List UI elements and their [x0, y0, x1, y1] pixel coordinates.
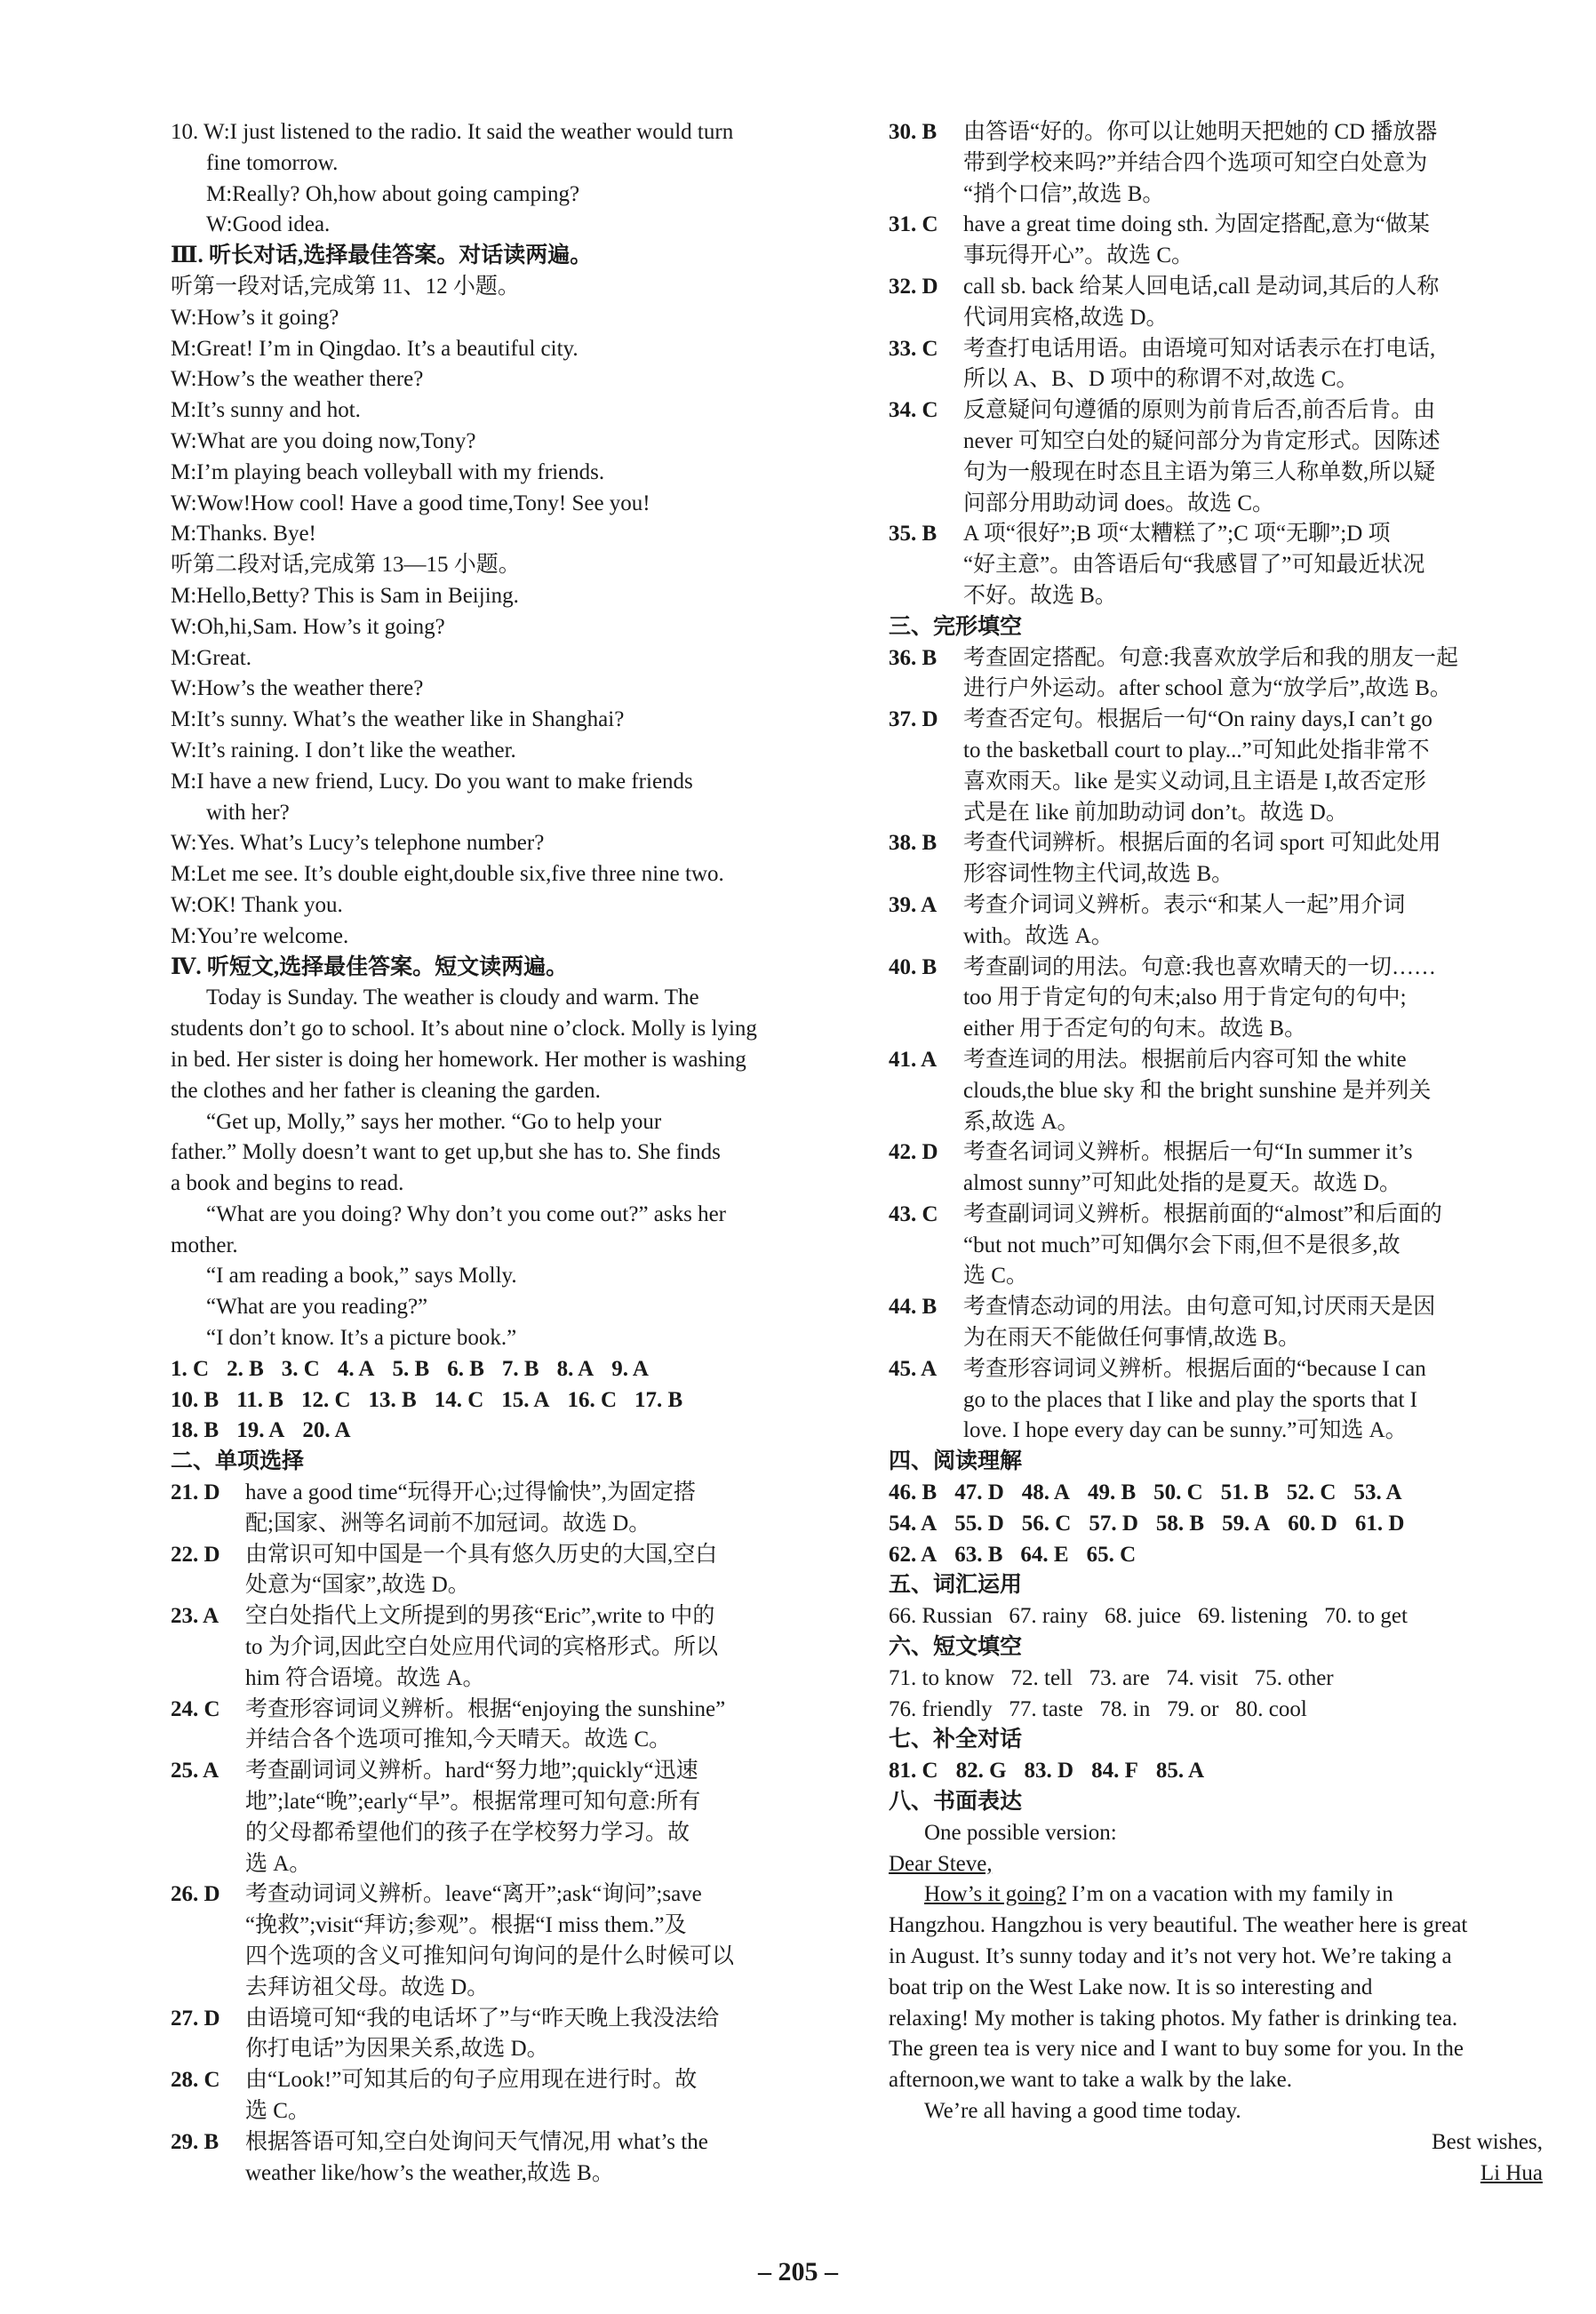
text-line: fine tomorrow.: [206, 150, 339, 175]
dialog-intro: 听第二段对话,完成第 13—15 小题。: [171, 553, 521, 578]
text-line: 带到学校来吗?”并结合四个选项可知空白处意为: [963, 150, 1428, 175]
section-heading: 五、词汇运用: [889, 1573, 1023, 1598]
explanation-text: [963, 519, 1543, 611]
text-line: W:Oh,hi,Sam. How’s it going?: [171, 614, 445, 639]
text-line: 配;国家、洲等名词前不加冠词。故选 D。: [245, 1511, 651, 1536]
answer-row: [889, 1756, 1543, 1787]
answer-explanation: [171, 1695, 823, 1757]
text-line: 考查代词辨析。根据后面的名词 sport 可知此处用: [963, 831, 1441, 856]
text-line: 形容词性物主代词,故选 B。: [963, 862, 1234, 887]
answer-item: 9. A: [611, 1356, 649, 1381]
dialog-2: [171, 581, 823, 953]
text-line: 处意为“国家”,故选 D。: [245, 1573, 470, 1598]
answer-item: 49. B: [1087, 1480, 1137, 1505]
text-line: W:Good idea.: [206, 212, 331, 237]
text-line: with。故选 A。: [963, 923, 1113, 948]
text-line: 考查情态动词的用法。由句意可知,讨厌雨天是因: [963, 1295, 1436, 1320]
answer-explanation: [889, 395, 1543, 519]
letter-line: We’re all having a good time today.: [924, 2099, 1241, 2123]
answer-item: 8. A: [556, 1356, 595, 1381]
answer-number: 38. B: [889, 831, 938, 856]
answer-item: 82. G: [955, 1759, 1007, 1783]
answer-explanation: [889, 210, 1543, 272]
answer-explanation: [889, 953, 1543, 1045]
text-line: 根据答语可知,空白处询问天气情况,用 what’s the: [245, 2129, 708, 2154]
text-line: “What are you doing? Why don’t you come out?” asks her: [206, 1201, 727, 1226]
answer-number: 34. C: [889, 398, 938, 423]
answer-number: 39. A: [889, 892, 938, 917]
answer-explanation: [889, 519, 1543, 611]
answer-number: 30. B: [889, 120, 938, 144]
text-line: to 为介词,因此空白处应用代词的宾格形式。所以: [245, 1635, 718, 1660]
text-line: with her?: [206, 800, 290, 825]
answer-explanation: [889, 334, 1543, 396]
answer-key-reading: [889, 1478, 1543, 1570]
text-line: afternoon,we want to take a walk by the lake.: [889, 2068, 1292, 2093]
answer-row: [889, 1509, 1543, 1540]
answer-key-dialog: [889, 1756, 1543, 1787]
explanation-text: [963, 334, 1543, 396]
text-line: 句为一般现在时态且主语为第三人称单数,所以疑: [963, 459, 1436, 484]
answer-item: 64. E: [1020, 1542, 1069, 1567]
answer-number: 37. D: [889, 707, 938, 732]
text-line: weather like/how’s the weather,故选 B。: [245, 2160, 614, 2185]
text-line: 进行户外运动。after school 意为“放学后”,故选 B。: [963, 676, 1452, 701]
text-line: 并结合各个选项可推知,今天晴天。故选 C。: [245, 1728, 672, 1752]
explanation-text: [963, 395, 1543, 519]
answer-number: 22. D: [171, 1542, 220, 1567]
text-line: relaxing! My mother is taking photos. My father is drinking tea.: [889, 2006, 1458, 2031]
answer-number: 24. C: [171, 1696, 220, 1721]
text-line: 考查副词词义辨析。根据前面的“almost”和后面的: [963, 1201, 1442, 1226]
text-line: in August. It’s sunny today and it’s not very hot. We’re taking a: [889, 1944, 1452, 1969]
answer-explanation: [171, 2065, 823, 2127]
text-line: 代词用宾格,故选 D。: [963, 305, 1169, 330]
text-line: 考查固定搭配。句意:我喜欢放学后和我的朋友一起: [963, 645, 1458, 670]
text-line: W:What are you doing now,Tony?: [171, 428, 476, 453]
answer-row: [171, 1385, 823, 1416]
text-line: the clothes and her father is cleaning the garden.: [171, 1078, 601, 1103]
answer-key-vocabulary: 66. Russian 67. rainy 68. juice 69. listening 70. to get: [889, 1604, 1408, 1629]
section-heading: 四、阅读理解: [889, 1449, 1023, 1474]
answer-item: 50. C: [1153, 1480, 1203, 1505]
right-column: [889, 117, 1543, 2189]
answer-item: 52. C: [1286, 1480, 1337, 1505]
answer-item: 3. C: [281, 1356, 320, 1381]
text-line: M:It’s sunny and hot.: [171, 398, 361, 423]
answer-explanation: [889, 828, 1543, 890]
text-line: 事玩得开心”。故选 C。: [963, 243, 1194, 268]
answer-item: 81. C: [889, 1759, 938, 1783]
text-line: mother.: [171, 1233, 238, 1257]
section-heading: Ⅳ. 听短文,选择最佳答案。短文读两遍。: [171, 954, 569, 979]
answer-item: 85. A: [1155, 1759, 1205, 1783]
section-heading: 三、完形填空: [889, 614, 1023, 639]
answer-item: 10. B: [171, 1387, 219, 1412]
answer-item: 58. B: [1155, 1511, 1205, 1536]
text-line: 四个选项的含义可推知问句询问的是什么时候可以: [245, 1944, 735, 1969]
text-line: 地”;late“晚”;early“早”。根据常理可知句意:所有: [245, 1790, 701, 1815]
answer-explanation: [889, 1354, 1543, 1447]
text-line: “I don’t know. It’s a picture book.”: [206, 1326, 517, 1351]
answer-explanation: [171, 1478, 823, 1540]
section-heading: 八、书面表达: [889, 1790, 1023, 1815]
text-line: boat trip on the West Lake now. It is so interesting and: [889, 1975, 1373, 1999]
text-line: 考查形容词词义辨析。根据后面的“because I can: [963, 1356, 1426, 1381]
text-line: “挽救”;visit“拜访;参观”。根据“I miss them.”及: [245, 1913, 687, 1938]
answer-row: [171, 1416, 823, 1447]
answer-item: 16. C: [567, 1387, 618, 1412]
text-line: call sb. back 给某人回电话,call 是动词,其后的人称: [963, 274, 1440, 299]
text-line: 考查介词词义辨析。表示“和某人一起”用介词: [963, 892, 1406, 917]
text-line: M:Great.: [171, 645, 251, 670]
answer-explanation: [171, 1601, 823, 1694]
text-line: M:Great! I’m in Qingdao. It’s a beautiful city.: [171, 336, 579, 361]
explanation-text: [245, 1601, 823, 1694]
answer-explanation: [889, 1200, 1543, 1292]
explanation-text: [963, 953, 1543, 1045]
text-line: M:Hello,Betty? This is Sam in Beijing.: [171, 583, 519, 608]
explanation-text: [963, 1045, 1543, 1137]
text-line: 你打电话”为因果关系,故选 D。: [245, 2037, 549, 2062]
answer-explanation: [171, 2127, 823, 2190]
answer-number: 33. C: [889, 336, 938, 361]
text-line: have a good time“玩得开心;过得愉快”,为固定搭: [245, 1480, 696, 1505]
explanation-text: [245, 1756, 823, 1879]
text-line: clouds,the blue sky 和 the bright sunshine 是并列关: [963, 1078, 1432, 1103]
answer-item: 59. A: [1222, 1511, 1271, 1536]
text-line: W:Wow!How cool! Have a good time,Tony! See you!: [171, 491, 650, 515]
text-line: 考查连词的用法。根据前后内容可知 the white: [963, 1047, 1407, 1072]
text-line: have a great time doing sth. 为固定搭配,意为“做某: [963, 212, 1430, 237]
text-line: 所以 A、B、D 项中的称谓不对,故选 C。: [963, 367, 1359, 392]
text-line: M:I’m playing beach volleyball with my friends.: [171, 459, 605, 484]
answer-item: 7. B: [501, 1356, 539, 1381]
text-line: 考查形容词词义辨析。根据“enjoying the sunshine”: [245, 1696, 726, 1721]
text-line: M:It’s sunny. What’s the weather like in Shanghai?: [171, 707, 625, 732]
explanation-text: [963, 117, 1543, 210]
section-heading: 二、单项选择: [171, 1449, 305, 1474]
text-line: 式是在 like 前加助动词 don’t。故选 D。: [963, 800, 1348, 825]
text-line: father.” Molly doesn’t want to get up,but she has to. She finds: [171, 1140, 721, 1165]
answer-item: 62. A: [889, 1542, 938, 1567]
dialog-1: [171, 303, 823, 550]
text-line: 选 C。: [963, 1264, 1028, 1289]
letter-line: [889, 1879, 1543, 1911]
answer-item: 1. C: [171, 1356, 210, 1381]
letter-closing: Best wishes,: [1432, 2129, 1543, 2154]
answer-item: 84. F: [1091, 1759, 1138, 1783]
answer-number: 23. A: [171, 1604, 219, 1629]
answer-item: 13. B: [368, 1387, 417, 1412]
text-line: 考查打电话用语。由语境可知对话表示在打电话,: [963, 336, 1436, 361]
answer-key-passage-fill: 71. to know 72. tell 73. are 74. visit 75. other: [889, 1665, 1334, 1690]
answer-explanation: [889, 705, 1543, 828]
section-heading: 七、补全对话: [889, 1728, 1023, 1752]
text-line: W:How’s the weather there?: [171, 676, 424, 701]
answer-number: 36. B: [889, 645, 938, 670]
letter-text: I’m on a vacation with my family in: [1065, 1882, 1393, 1907]
explanation-text: [245, 1478, 823, 1540]
explanation-text: [963, 1137, 1543, 1200]
text-line: 的父母都希望他们的孩子在学校努力学习。故: [245, 1820, 690, 1845]
answer-explanation: [171, 1756, 823, 1879]
answer-number: 32. D: [889, 274, 938, 299]
text-line: almost sunny”可知此处指的是夏天。故选 D。: [963, 1171, 1402, 1196]
answer-number: 31. C: [889, 212, 938, 237]
text-line: 系,故选 A。: [963, 1109, 1080, 1134]
sample-label: One possible version:: [924, 1820, 1117, 1845]
left-column: [171, 117, 823, 2189]
answer-number: 26. D: [171, 1882, 220, 1907]
text-line: Today is Sunday. The weather is cloudy and warm. The: [206, 985, 699, 1010]
text-line: 不好。故选 B。: [963, 583, 1117, 608]
text-line: 由语境可知“我的电话坏了”与“昨天晚上我没法给: [245, 2006, 720, 2031]
text-line: M:Let me see. It’s double eight,double six,five three nine two.: [171, 862, 724, 887]
answer-key-listening: [171, 1354, 823, 1447]
explanation-text: [963, 1354, 1543, 1447]
text-line: 10. W:I just listened to the radio. It said the weather would turn: [171, 120, 734, 144]
answer-number: 29. B: [171, 2129, 219, 2154]
answer-item: 61. D: [1354, 1511, 1405, 1536]
explanation-text: [963, 705, 1543, 828]
text-line: 喜欢雨天。like 是实义动词,且主语是 I,故否定形: [963, 769, 1426, 794]
answer-key-passage-fill: 76. friendly 77. taste 78. in 79. or 80. cool: [889, 1696, 1307, 1721]
explanation-text: [963, 272, 1543, 334]
answer-item: 60. D: [1288, 1511, 1337, 1536]
answer-item: 12. C: [300, 1387, 351, 1412]
answer-item: 18. B: [171, 1418, 219, 1443]
explanation-text: [963, 643, 1543, 706]
answer-number: 35. B: [889, 522, 938, 547]
answer-item: 2. B: [227, 1356, 264, 1381]
answer-explanations-single-choice: [171, 1478, 823, 2189]
text-line: M:Thanks. Bye!: [171, 522, 316, 547]
answer-explanation: [889, 1137, 1543, 1200]
text-line: 为在雨天不能做任何事情,故选 B。: [963, 1326, 1301, 1351]
text-line: M:Really? Oh,how about going camping?: [206, 181, 580, 206]
dialog-intro: 听第一段对话,完成第 11、12 小题。: [171, 274, 520, 299]
text-line: 选 C。: [245, 2099, 310, 2123]
text-line: W:It’s raining. I don’t like the weather.: [171, 738, 516, 762]
text-line: M:You’re welcome.: [171, 923, 349, 948]
answer-explanation: [171, 1540, 823, 1602]
answer-item: 4. A: [337, 1356, 375, 1381]
text-line: go to the places that I like and play the sports that I: [963, 1387, 1417, 1412]
text-line: love. I hope every day can be sunny.”可知选 A。: [963, 1418, 1408, 1443]
answer-item: 19. A: [236, 1418, 285, 1443]
explanation-text: [245, 2065, 823, 2127]
text-line: The green tea is very nice and I want to buy some for you. In the: [889, 2037, 1464, 2062]
answer-item: 54. A: [889, 1511, 938, 1536]
answer-number: 27. D: [171, 2006, 220, 2031]
answer-item: 53. A: [1353, 1480, 1402, 1505]
answer-row: [889, 1540, 1543, 1571]
letter-body: [889, 1911, 1543, 2096]
answer-item: 14. C: [434, 1387, 484, 1412]
explanation-text: [245, 1879, 823, 2003]
text-line: him 符合语境。故选 A。: [245, 1665, 485, 1690]
answer-explanation: [889, 643, 1543, 706]
text-line: “What are you reading?”: [206, 1295, 428, 1320]
page-number: – 205 –: [758, 2257, 838, 2286]
answer-item: 57. D: [1089, 1511, 1138, 1536]
text-line: to the basketball court to play...”可知此处指非常不: [963, 738, 1430, 762]
text-line: 由“Look!”可知其后的句子应用现在进行时。故: [245, 2068, 698, 2093]
answer-number: 41. A: [889, 1047, 938, 1072]
listening-passage: [171, 983, 823, 1354]
answer-row: [171, 1354, 823, 1385]
text-line: “好主意”。由答语后句“我感冒了”可知最近状况: [963, 553, 1425, 578]
explanation-text: [245, 1695, 823, 1757]
answer-item: 47. D: [954, 1480, 1004, 1505]
answer-number: 28. C: [171, 2068, 220, 2093]
answer-item: 5. B: [392, 1356, 430, 1381]
explanation-text: [963, 828, 1543, 890]
answer-explanations-cloze: [889, 643, 1543, 1448]
q10-block: [171, 117, 823, 241]
answer-item: 83. D: [1024, 1759, 1074, 1783]
explanation-text: [245, 2127, 823, 2190]
text-line: students don’t go to school. It’s about nine o’clock. Molly is lying: [171, 1017, 757, 1041]
text-line: a book and begins to read.: [171, 1171, 404, 1196]
text-line: “but not much”可知偶尔会下雨,但不是很多,故: [963, 1233, 1400, 1257]
text-line: Hangzhou. Hangzhou is very beautiful. The weather here is great: [889, 1913, 1468, 1938]
text-line: 反意疑问句遵循的原则为前肯后否,前否后肯。由: [963, 398, 1436, 423]
text-line: 去拜访祖父母。故选 D。: [245, 1975, 490, 1999]
answer-explanation: [889, 272, 1543, 334]
explanation-text: [963, 1292, 1543, 1354]
explanation-text: [245, 2004, 823, 2066]
text-line: 考查动词词义辨析。leave“离开”;ask“询问”;save: [245, 1882, 702, 1907]
answer-item: 63. B: [954, 1542, 1003, 1567]
text-line: W:How’s the weather there?: [171, 367, 424, 392]
text-line: “Get up, Molly,” says her mother. “Go to help your: [206, 1109, 662, 1134]
answer-explanation: [889, 1045, 1543, 1137]
answer-item: 56. C: [1021, 1511, 1072, 1536]
answer-explanation: [171, 1879, 823, 2003]
answer-number: 43. C: [889, 1201, 938, 1226]
text-line: 考查否定句。根据后一句“On rainy days,I can’t go: [963, 707, 1432, 732]
text-line: “I am reading a book,” says Molly.: [206, 1264, 517, 1289]
text-line: W:OK! Thank you.: [171, 892, 343, 917]
signer-name: Li Hua: [1480, 2160, 1543, 2185]
answer-item: 15. A: [501, 1387, 550, 1412]
text-line: W:How’s it going?: [171, 305, 339, 330]
text-line: 由常识可知中国是一个具有悠久历史的大国,空白: [245, 1542, 718, 1567]
answer-explanation: [171, 2004, 823, 2066]
answer-explanation: [889, 117, 1543, 210]
answer-item: 20. A: [302, 1418, 351, 1443]
text-line: 空白处指代上文所提到的男孩“Eric”,write to 中的: [245, 1604, 715, 1629]
answer-number: 42. D: [889, 1140, 938, 1165]
explanation-text: [963, 1200, 1543, 1292]
text-line: too 用于肯定句的句末;also 用于肯定句的句中;: [963, 985, 1407, 1010]
letter-salutation: Dear Steve,: [889, 1851, 993, 1876]
answer-number: 40. B: [889, 954, 938, 979]
answer-item: 46. B: [889, 1480, 938, 1505]
answer-row: [889, 1478, 1543, 1509]
answer-item: 65. C: [1086, 1542, 1137, 1567]
answer-item: 17. B: [634, 1387, 683, 1412]
text-line: 选 A。: [245, 1851, 312, 1876]
text-line: 考查名词词义辨析。根据后一句“In summer it’s: [963, 1140, 1413, 1165]
text-line: in bed. Her sister is doing her homework. Her mother is washing: [171, 1047, 746, 1072]
text-line: W:Yes. What’s Lucy’s telephone number?: [171, 831, 545, 856]
text-line: never 可知空白处的疑问部分为肯定形式。因陈述: [963, 428, 1440, 453]
answer-item: 51. B: [1220, 1480, 1269, 1505]
section-heading: Ⅲ. 听长对话,选择最佳答案。对话读两遍。: [171, 243, 593, 268]
text-line: A 项“很好”;B 项“太糟糕了”;C 项“无聊”;D 项: [963, 522, 1391, 547]
letter-signature: [889, 2158, 1543, 2190]
explanation-text: [963, 890, 1543, 953]
answer-explanation: [889, 890, 1543, 953]
section-heading: 六、短文填空: [889, 1635, 1023, 1660]
answer-explanation: [889, 1292, 1543, 1354]
text-line: 考查副词的用法。句意:我也喜欢晴天的一切……: [963, 954, 1436, 979]
answer-item: 55. D: [954, 1511, 1004, 1536]
explanation-text: [963, 210, 1543, 272]
answer-item: 6. B: [447, 1356, 484, 1381]
text-line: M:I have a new friend, Lucy. Do you want to make friends: [171, 769, 693, 794]
answer-number: 21. D: [171, 1480, 220, 1505]
answer-number: 44. B: [889, 1295, 938, 1320]
text-line: 由答语“好的。你可以让她明天把她的 CD 播放器: [963, 120, 1438, 144]
text-line: 考查副词词义辨析。hard“努力地”;quickly“迅速: [245, 1759, 698, 1783]
letter-greeting: How’s it going?: [924, 1882, 1066, 1907]
text-line: “捎个口信”,故选 B。: [963, 181, 1165, 206]
text-line: either 用于否定句的句末。故选 B。: [963, 1017, 1307, 1041]
text-line: 问部分用助动词 does。故选 C。: [963, 491, 1275, 515]
answer-number: 45. A: [889, 1356, 938, 1381]
answer-item: 11. B: [236, 1387, 283, 1412]
answer-item: 48. A: [1021, 1480, 1070, 1505]
answer-number: 25. A: [171, 1759, 219, 1783]
answer-explanations-single-choice-cont: [889, 117, 1543, 612]
explanation-text: [245, 1540, 823, 1602]
